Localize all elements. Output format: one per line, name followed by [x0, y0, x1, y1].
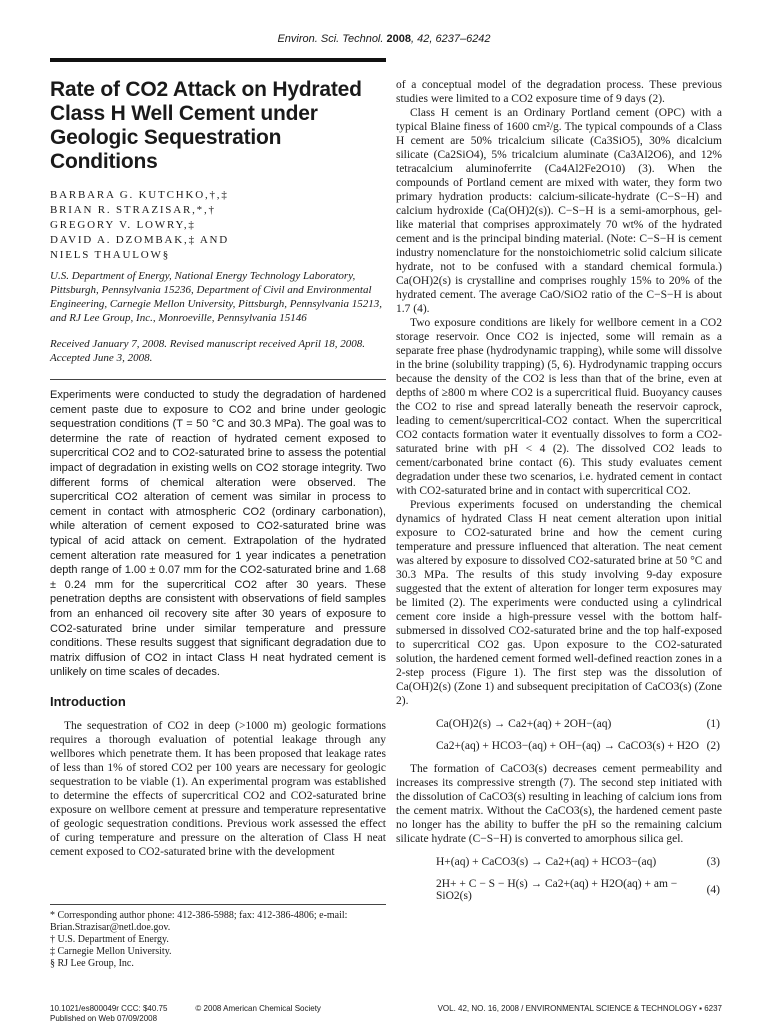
journal-year: 2008 — [386, 33, 411, 45]
paragraph: of a conceptual model of the degradation process. These previous studies were limited to a CO2 exposure time of 9 days (2). — [396, 79, 722, 105]
footer-left — [50, 1004, 349, 1024]
footer-right: VOL. 42, NO. 16, 2008 / ENVIRONMENTAL SCIENCE & TECHNOLOGY ▪ 6237 — [437, 1004, 722, 1013]
journal-pages: 6237–6242 — [435, 33, 491, 45]
equation — [396, 740, 722, 752]
right-column — [396, 78, 722, 912]
equation-number: (3) — [706, 856, 720, 868]
footer-published: Published on Web 07/09/2008 — [50, 1014, 158, 1023]
equation-number: (4) — [706, 884, 720, 896]
journal-header: Environ. Sci. Technol. 2008, 42, 6237–6242 — [277, 33, 491, 45]
equation-text: Ca(OH)2(s) → Ca2+(aq) + 2OH−(aq) — [436, 718, 612, 730]
footnotes — [50, 904, 386, 970]
paragraph: The sequestration of CO2 in deep (>1000 m) geologic formations requires a thorough evaluation of potential leakage through any wellbores which penetrate them. It has been proposed that leakage rates of less than 1% of stored CO2 per 100 years are necessary for geologic sequestration to be viable (1). An experimental program was established to determine the effects of supercritical CO2 and CO2-saturated brine exposure on wellbore cement at pressure and temperature representative of geologic sequestration conditions. Previous work assessed the effect of curing temperature and pressure on the alteration of Class H neat cement exposed to CO2-saturated brine with the development — [50, 719, 386, 858]
equation-number: (1) — [706, 718, 720, 730]
abstract: Experiments were conducted to study the degradation of hardened cement paste due to exposure to CO2 and brine under geologic sequestration conditions (T = 50 °C and 30.3 MPa). The goal was to determine the rate of reaction of hydrated cement exposed to supercritical CO2 and to CO2-saturated brine to assess the potential impact of degradation in existing wells on CO2 storage integrity. Two different forms of chemical alteration were observed. The supercritical CO2 alteration of cement was similar in process to cement in contact with atmospheric CO2 (ordinary carbonation), while alteration of cement exposed to CO2-saturated brine was typical of acid attack on cement. Extrapolation of the hydrated cement alteration rate measured for 1 year indicates a penetration depth range of 1.00 ± 0.07 mm for the CO2-saturated brine and 1.68 ± 0.24 mm for the supercritical CO2 after 30 years. These penetration depths are consistent with observations of field samples from an enhanced oil recovery site after 30 years of exposure to CO2-saturated brine under similar temperature and pressure conditions. These results suggest that significant degradation due to matrix diffusion of CO2 in intact Class H neat hydrated cement is unlikely on time scales of decades. — [50, 389, 386, 679]
journal-name: Environ. Sci. Technol. — [277, 33, 384, 45]
equation — [396, 718, 722, 730]
author: BARBARA G. KUTCHKO,†,‡ — [50, 189, 229, 201]
author: DAVID A. DZOMBAK,‡ AND — [50, 234, 230, 246]
equation-number: (2) — [706, 740, 720, 752]
footer-copyright: © 2008 American Chemical Society — [195, 1004, 321, 1013]
author: GREGORY V. LOWRY,‡ — [50, 219, 196, 231]
footnote: * Corresponding author phone: 412-386-5988; fax: 412-386-4806; e-mail: Brian.Strazisar@netl.doe.gov. — [50, 910, 348, 933]
left-column — [50, 62, 386, 859]
footnote: § RJ Lee Group, Inc. — [50, 958, 134, 969]
paragraph: Two exposure conditions are likely for wellbore cement in a CO2 storage reservoir. Once CO2 is injected, some will remain as a separate free phase (hydrodynamic trapping), while some will dissolve in the brine (solubility trapping) (5, 6). Hydrodynamic trapping occurs because the density of the CO2 is less than that of the brine, even at depths of ≥800 m where CO2 is a supercritical fluid. Buoyancy causes the CO2 to rise and spread laterally beneath the reservoir caprock, leading to cement/supercritical-CO2 contact. When the supercritical CO2 contacts formation water it eventually dissolves to form a CO2-saturated brine with pH < 4 (2). The dissolved CO2 leads to cement/carbonated brine contact (6). This study evaluates cement degradation under these two scenarios, i.e. hydrated cement in contact with CO2-saturated brine and in contact with supercritical CO2. — [396, 317, 722, 497]
equation-text: H+(aq) + CaCO3(s) → Ca2+(aq) + HCO3−(aq) — [436, 856, 657, 868]
footer-doi: 10.1021/es800049r CCC: $40.75 — [50, 1004, 168, 1013]
paragraph: Previous experiments focused on understanding the chemical dynamics of hydrated Class H neat cement alteration upon initial exposure to CO2-saturated brine and how the cement curing temperature and pressure influenced that alteration. The neat cement was altered by exposure to dissolved CO2-saturated brine at 50 °C and 30.3 MPa. The results of this study involving 9-day exposure suggested that the extent of alteration for longer term exposures may be limited (2). The experiments were conducted using a cylindrical cement core inside a high-pressure vessel with the bottom half-submersed in dissolved CO2-saturated brine and the top half-exposed to supercritical CO2 gas. Upon exposure to the CO2-saturated solution, the hardened cement formed well-defined reaction zones in a 2-step process (Figure 1). The first step was the dissolution of Ca(OH)2(s) (Zone 1) and subsequent precipitation of CaCO3(s) (Zone 2). — [396, 499, 722, 707]
author: BRIAN R. STRAZISAR,*,† — [50, 204, 216, 216]
paragraph: Class H cement is an Ordinary Portland cement (OPC) with a typical Blaine finess of 1600 cm²/g. The typical compounds of a Class H cement are 50% tricalcium silicate (Ca3SiO5), 30% dicalcium silicate (Ca2SiO4), 5% tricalcium aluminate (Ca3Al2O6), and 12% tetracalcium aluminoferrite (Ca4Al2Fe2O10) (3). When the compounds of Portland cement are mixed with water, they form two primary hydration products: calcium-silicate-hydrate (C−S−H) and calcium hydroxide (Ca(OH)2(s)). C−S−H is a semi-amorphous, gel-like material that comprises approximately 70 wt% of the hydrated cement and is the principal binding material. (Note: C−S−H is cement industry nomenclature for the nonstoichiometric solid calcium silicate hydrate, not to be confused with a standard chemical formula.) Ca(OH)2(s) is crystalline and comprises roughly 15% to 20% of the hydrated cement. The average CaO/SiO2 ratio of the C−S−H is about 1.7 (4). — [396, 107, 722, 315]
affiliations: U.S. Department of Energy, National Energy Technology Laboratory, Pittsburgh, Pennsylvania 15236, Department of Civil and Environmental Engineering, Carnegie Mellon University, Pittsburgh, Pennsylvania 15213, and RJ Lee Group, Inc., Monroeville, Pennsylvania 15146 — [50, 270, 382, 324]
footnote: ‡ Carnegie Mellon University. — [50, 946, 172, 957]
footnote: † U.S. Department of Energy. — [50, 934, 169, 945]
author-list — [50, 188, 386, 263]
paragraph: The formation of CaCO3(s) decreases cement permeability and increases its compressive strength (7). The second step initiated with the dissolution of CaCO3(s) resulting in leaching of calcium ions from the cement matrix. Without the CaCO3(s), the hardened cement paste no longer has the ability to buffer the pH so the remaining calcium silicate hydrate (C−S−H) is converted to amorphous silica gel. — [396, 763, 722, 845]
right-body-2 — [396, 762, 722, 846]
intro-text — [50, 719, 386, 859]
equation-text: Ca2+(aq) + HCO3−(aq) + OH−(aq) → CaCO3(s) + H2O — [436, 740, 700, 752]
abstract-divider — [50, 379, 386, 380]
article-title: Rate of CO2 Attack on Hydrated Class H Well Cement under Geologic Sequestration Conditions — [50, 78, 362, 173]
received-dates: Received January 7, 2008. Revised manuscript received April 18, 2008. Accepted June 3, 2008. — [50, 338, 365, 364]
author: NIELS THAULOW§ — [50, 249, 171, 261]
right-body — [396, 78, 722, 708]
equation — [396, 856, 722, 868]
section-heading: Introduction — [50, 693, 126, 709]
equation-text: 2H+ + C − S − H(s) → Ca2+(aq) + H2O(aq) + am − SiO2(s) — [436, 878, 678, 902]
equation — [396, 878, 722, 902]
journal-volume: 42 — [417, 33, 430, 45]
